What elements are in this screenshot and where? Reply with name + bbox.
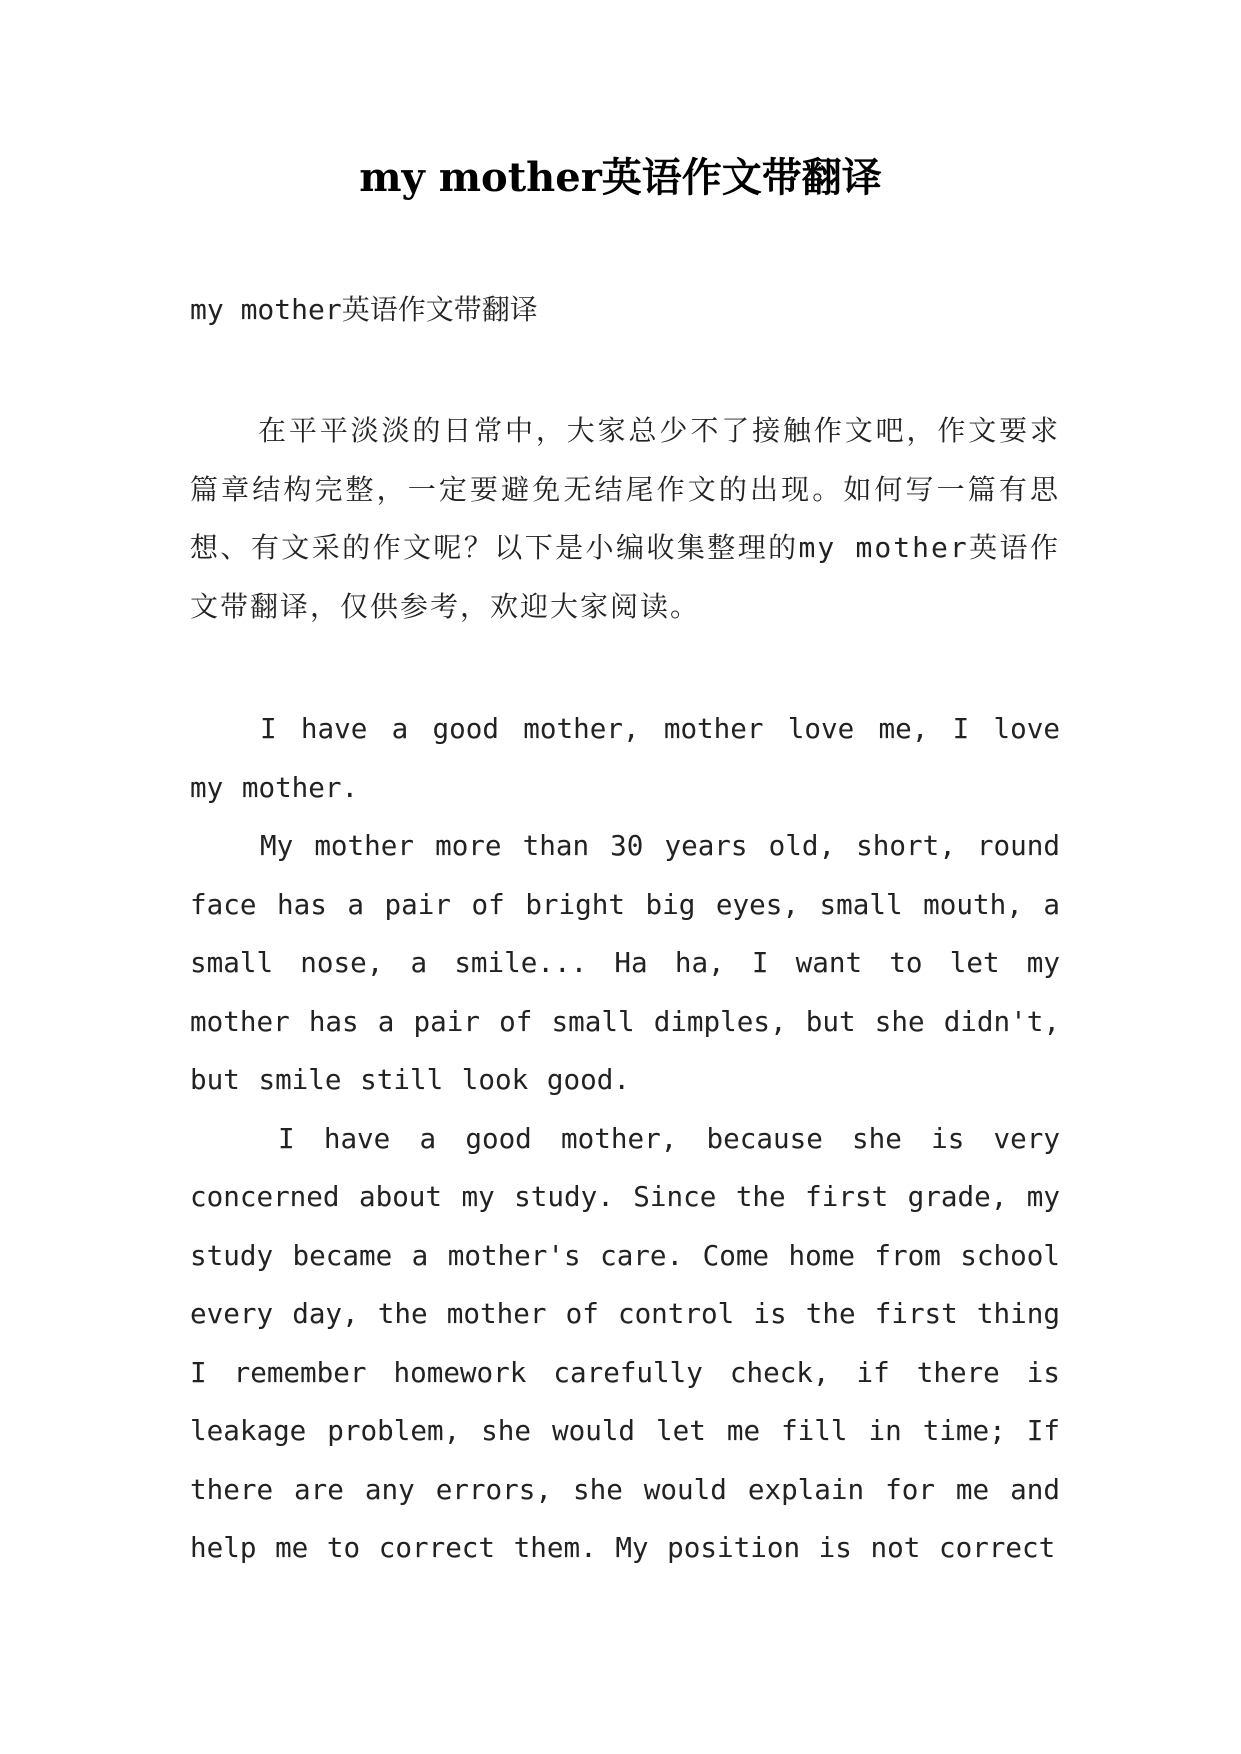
essay-paragraph-2: My mother more than 30 years old, short, round face has a pair of bright big eyes, small mouth, a small nose, a smile... Ha ha, I want to let my mother has a pair of small dimples, but she didn't, but smile still look good. [190, 829, 1060, 1096]
intro-section [190, 402, 1060, 636]
document-title: my mother英语作文带翻译 [359, 154, 882, 201]
document-subtitle: my mother英语作文带翻译 [190, 293, 538, 326]
essay-paragraph-3: I have a good mother, because she is very concerned about my study. Since the first grade, my study became a mother's care. Come home from school every day, the mother of control is the first thing I remember homework carefully check, if there is leakage problem, she would let me fill in time; If there are any errors, she would explain for me and help me to correct them. My position is not correct [190, 1121, 1060, 1564]
essay-body [190, 700, 1060, 1578]
intro-paragraph: 在平平淡淡的日常中，大家总少不了接触作文吧，作文要求篇章结构完整，一定要避免无结尾作文的出现。如何写一篇有思想、有文采的作文呢？以下是小编收集整理的my mother英语作文带翻译，仅供参考，欢迎大家阅读。 [190, 414, 1060, 623]
essay-paragraph-1: I have a good mother, mother love me, I love my mother. [190, 712, 1060, 804]
